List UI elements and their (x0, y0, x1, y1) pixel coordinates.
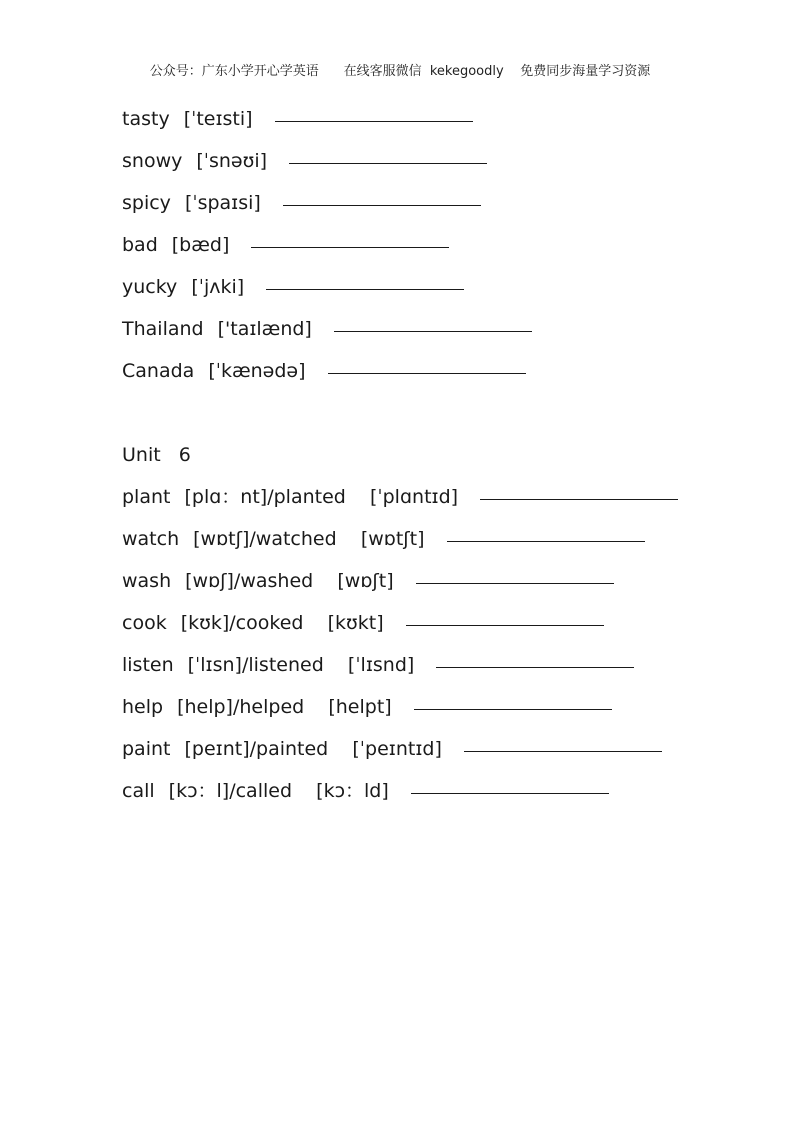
vocab-phonetic: ['taɪlænd] (217, 318, 312, 340)
vocab-word: yucky (122, 276, 178, 298)
answer-blank[interactable] (266, 288, 464, 290)
vocab-phonetic: [help]/helped [helpt] (177, 696, 392, 718)
vocab-line (122, 607, 782, 649)
vocab-word: watch (122, 528, 180, 550)
vocab-word: cook (122, 612, 167, 634)
vocab-word: snowy (122, 150, 183, 172)
vocab-line (122, 271, 782, 313)
vocab-word: help (122, 696, 164, 718)
answer-blank[interactable] (411, 792, 609, 794)
vocab-line (122, 355, 782, 397)
vocab-phonetic: [ˈlɪsn]/listened [ˈlɪsnd] (187, 654, 415, 676)
vocab-line (122, 691, 782, 733)
vocab-phonetic: [ˈjʌki] (191, 276, 245, 298)
answer-blank[interactable] (275, 120, 473, 122)
vocab-line (122, 733, 782, 775)
answer-blank[interactable] (416, 582, 614, 584)
vocab-phonetic: [ˈkænədə] (208, 360, 306, 382)
vocab-phonetic: [kʊk]/cooked [kʊkt] (180, 612, 384, 634)
answer-blank[interactable] (406, 624, 604, 626)
section-spacer (122, 397, 782, 439)
vocab-line (122, 565, 782, 607)
answer-blank[interactable] (289, 162, 487, 164)
vocab-word: Canada (122, 360, 195, 382)
vocab-phonetic: [peɪnt]/painted [ˈpeɪntɪd] (184, 738, 442, 760)
answer-blank[interactable] (283, 204, 481, 206)
vocab-phonetic: [wɒʃ]/washed [wɒʃt] (185, 570, 394, 592)
answer-blank[interactable] (464, 750, 662, 752)
vocab-word: Thailand (122, 318, 204, 340)
vocab-phonetic: [ˈspaɪsi] (184, 192, 261, 214)
vocab-line (122, 523, 782, 565)
vocab-line (122, 187, 782, 229)
vocab-word: paint (122, 738, 171, 760)
vocab-phonetic: [ˈsnəʊi] (196, 150, 268, 172)
vocab-phonetic: [bæd] (171, 234, 230, 256)
answer-blank[interactable] (328, 372, 526, 374)
vocab-word: wash (122, 570, 172, 592)
vocab-word: bad (122, 234, 158, 256)
unit-heading: Unit 6 (122, 444, 191, 466)
vocabulary-list (122, 103, 782, 817)
vocab-line (122, 229, 782, 271)
vocab-word: spicy (122, 192, 171, 214)
answer-blank[interactable] (414, 708, 612, 710)
answer-blank[interactable] (251, 246, 449, 248)
answer-blank[interactable] (447, 540, 645, 542)
vocab-line (122, 103, 782, 145)
vocab-line (122, 145, 782, 187)
answer-blank[interactable] (436, 666, 634, 668)
answer-blank[interactable] (334, 330, 532, 332)
vocab-phonetic: [kɔ：l]/called [kɔ：ld] (168, 780, 389, 802)
vocab-line (122, 649, 782, 691)
vocab-line (122, 775, 782, 817)
page-header: 公众号：广东小学开心学英语 在线客服微信 kekegoodly 免费同步海量学习资源 (149, 64, 651, 79)
answer-blank[interactable] (480, 498, 678, 500)
vocab-word: plant (122, 486, 171, 508)
vocab-phonetic: [plɑ：nt]/planted [ˈplɑntɪd] (184, 486, 459, 508)
vocab-word: call (122, 780, 155, 802)
vocab-phonetic: [wɒtʃ]/watched [wɒtʃt] (193, 528, 425, 550)
vocab-word: listen (122, 654, 174, 676)
vocab-line (122, 313, 782, 355)
vocab-word: tasty (122, 108, 170, 130)
vocab-phonetic: [ˈteɪsti] (183, 108, 253, 130)
vocab-line (122, 481, 782, 523)
